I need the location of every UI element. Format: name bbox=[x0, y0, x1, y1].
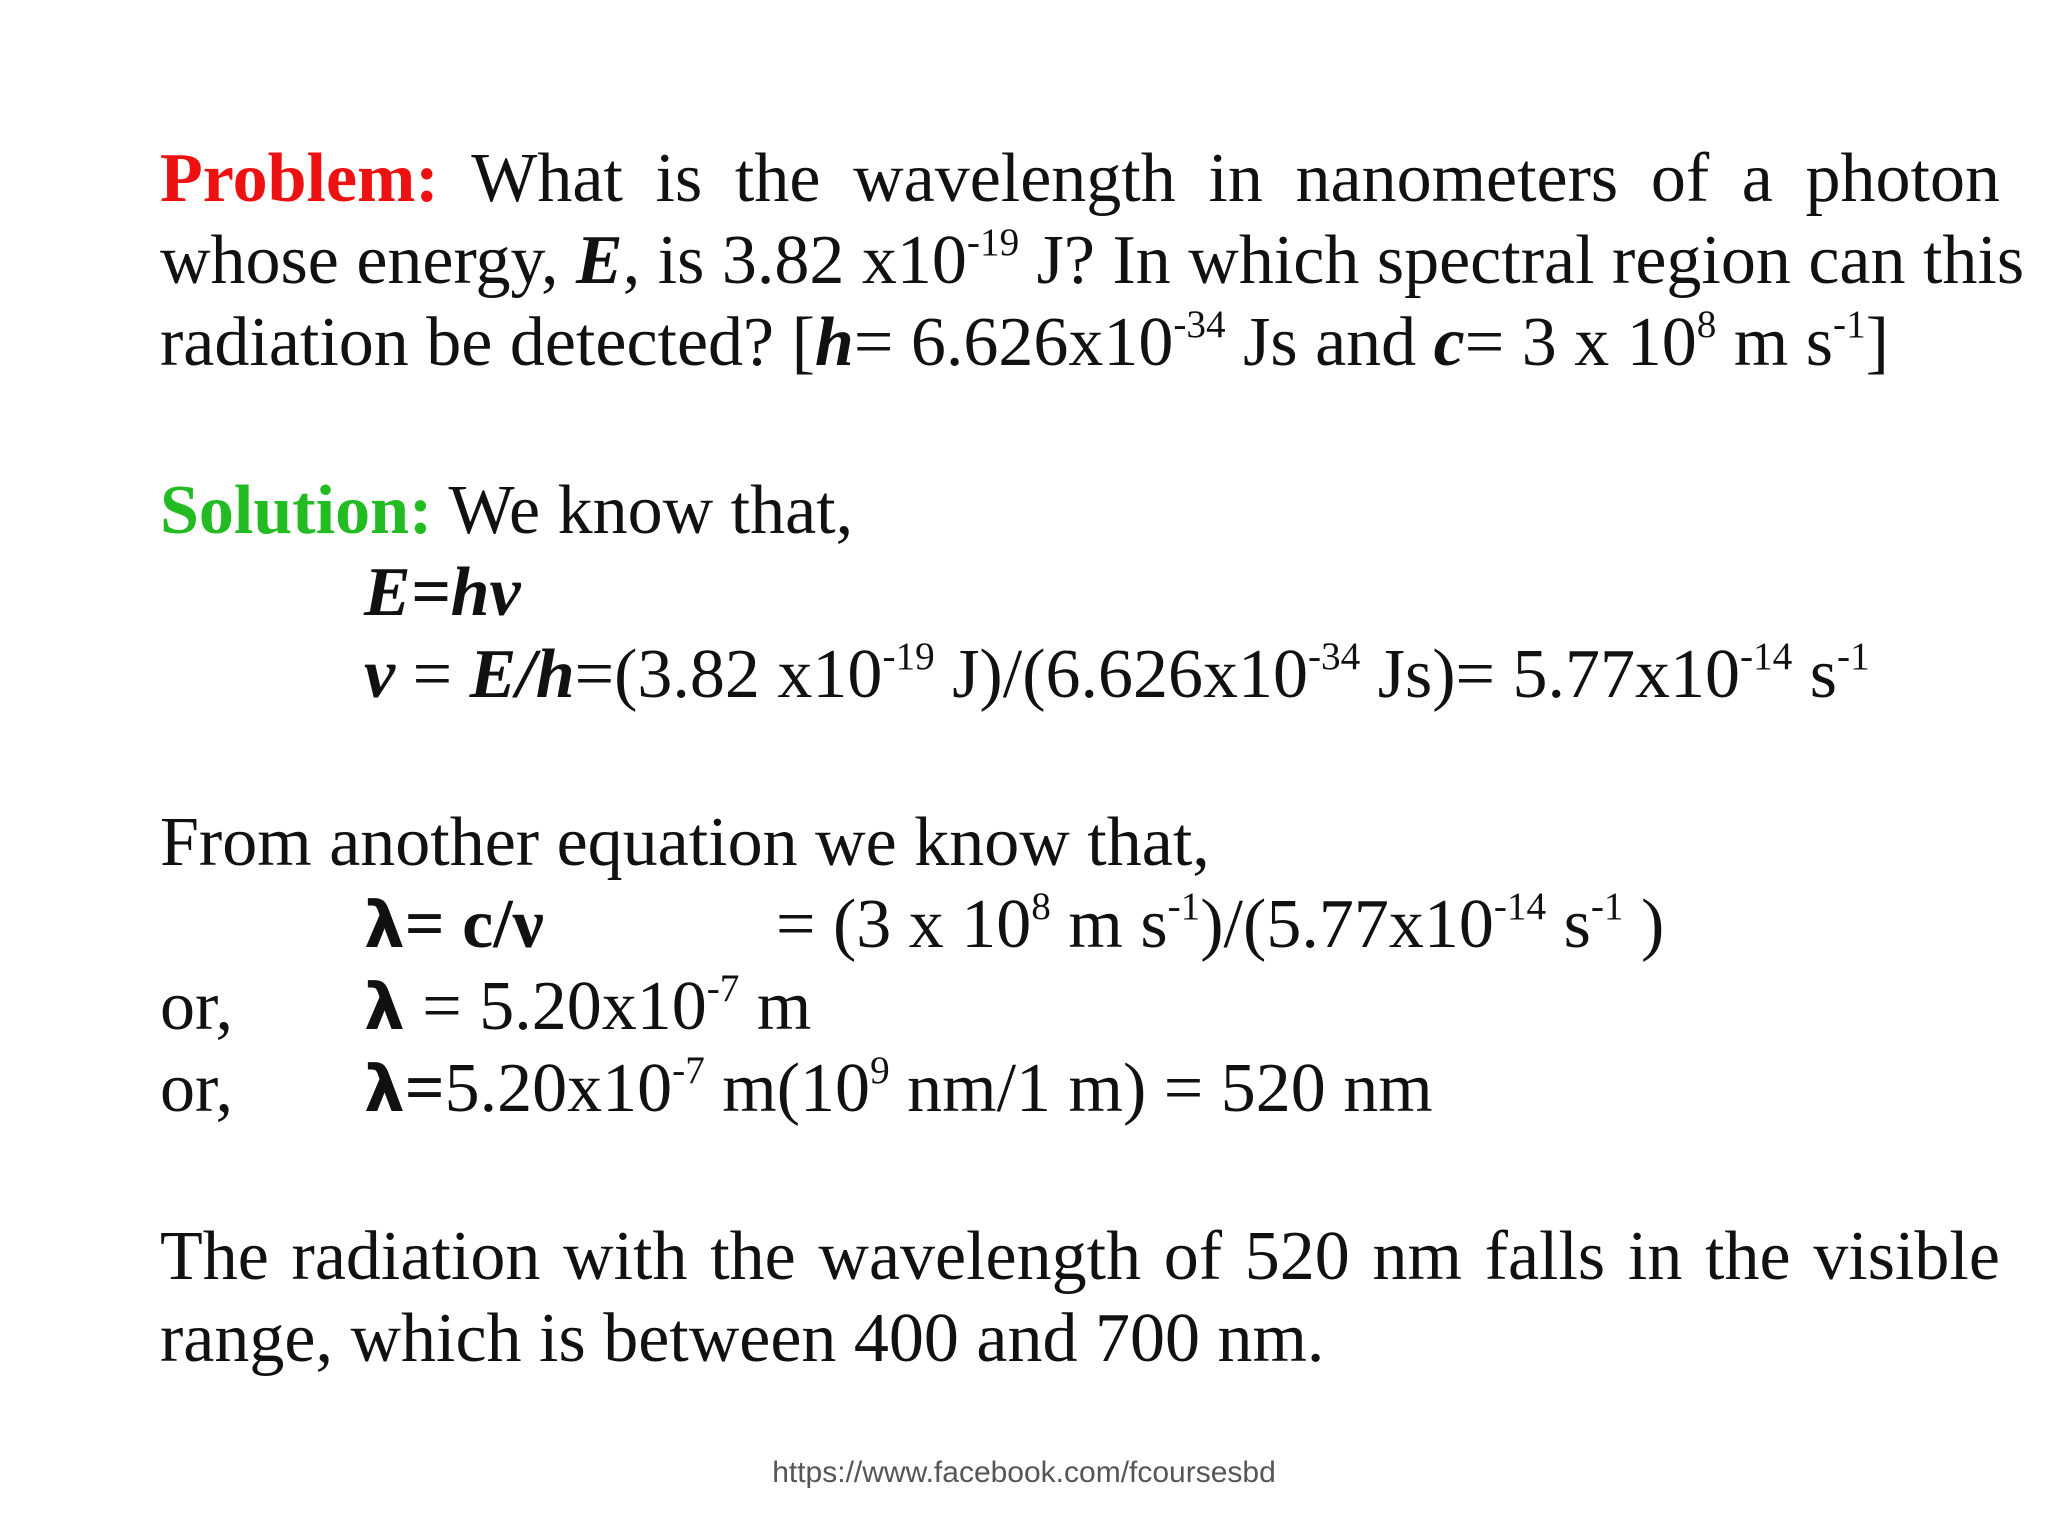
exponent: -7 bbox=[672, 1048, 705, 1092]
equation-lambda-rhs bbox=[776, 884, 1664, 966]
nu-symbol: ν bbox=[364, 636, 396, 713]
or-label-2: or, bbox=[160, 1050, 234, 1127]
text: m s bbox=[1716, 304, 1834, 381]
text: = bbox=[395, 636, 470, 713]
word: the bbox=[710, 1218, 796, 1295]
equation-lambda-meters bbox=[364, 966, 811, 1049]
exponent: -7 bbox=[706, 966, 740, 1010]
word: the bbox=[734, 140, 821, 217]
lambda-symbol: λ bbox=[364, 1052, 405, 1127]
text: J)/(6.626x10 bbox=[934, 636, 1308, 713]
exponent: -19 bbox=[966, 220, 1020, 264]
solution-line bbox=[160, 470, 853, 552]
text: = 6.626x10 bbox=[853, 304, 1174, 381]
problem-label: Problem: bbox=[160, 140, 439, 217]
conclusion-line-1 bbox=[160, 1216, 2000, 1298]
word: radiation bbox=[291, 1218, 541, 1295]
lambda-symbol: λ bbox=[364, 970, 405, 1045]
solution-label: Solution: bbox=[160, 472, 433, 549]
text: nm/1 m) = 520 nm bbox=[889, 1050, 1433, 1127]
word: is bbox=[655, 140, 703, 217]
text: m s bbox=[1050, 886, 1168, 963]
or-label-1: or, bbox=[160, 968, 234, 1045]
word: the bbox=[1705, 1218, 1791, 1295]
word: wavelength bbox=[818, 1218, 1142, 1295]
word: of bbox=[1650, 140, 1710, 217]
exponent: 9 bbox=[870, 1048, 890, 1092]
word: in bbox=[1627, 1218, 1683, 1295]
text: m bbox=[739, 968, 812, 1045]
problem-line-2 bbox=[160, 220, 2024, 302]
lambda-symbol: λ bbox=[364, 888, 405, 963]
text: J? In which spectral region can this bbox=[1019, 222, 2025, 299]
exponent: -34 bbox=[1308, 634, 1361, 678]
word: a bbox=[1741, 140, 1773, 217]
text: m(10 bbox=[704, 1050, 871, 1127]
equation-frequency bbox=[364, 634, 1870, 716]
exponent: -1 bbox=[1837, 634, 1870, 678]
word: with bbox=[563, 1218, 688, 1295]
text: ) bbox=[1623, 886, 1665, 963]
text: 5.20x10 bbox=[444, 1050, 673, 1127]
equation-energy: E=hν bbox=[364, 554, 521, 631]
word: visible bbox=[1813, 1218, 2000, 1295]
text: ] bbox=[1865, 304, 1889, 381]
text: )/(5.77x10 bbox=[1200, 886, 1494, 963]
problem-line-3 bbox=[160, 302, 1889, 384]
exponent: 8 bbox=[1696, 302, 1717, 346]
text: We know that, bbox=[432, 472, 854, 549]
exponent: -34 bbox=[1173, 302, 1226, 346]
equation-lambda-nanometers bbox=[364, 1048, 1433, 1131]
conclusion-line-2: range, which is between 400 and 700 nm. bbox=[160, 1300, 1325, 1377]
text: = bbox=[404, 1050, 445, 1127]
text: s bbox=[1792, 636, 1838, 713]
light-speed-symbol: c bbox=[1433, 304, 1465, 381]
word: falls bbox=[1484, 1218, 1606, 1295]
exponent: 8 bbox=[1031, 884, 1051, 928]
text: = 5.20x10 bbox=[404, 968, 707, 1045]
word: What bbox=[471, 140, 623, 217]
text: , is 3.82 x10 bbox=[622, 222, 967, 299]
text: whose energy, bbox=[160, 222, 577, 299]
word: nanometers bbox=[1295, 140, 1619, 217]
word: photon bbox=[1805, 140, 2000, 217]
text: Js)= 5.77x10 bbox=[1360, 636, 1741, 713]
text: s bbox=[1546, 886, 1591, 963]
second-intro: From another equation we know that, bbox=[160, 804, 1210, 881]
word: of bbox=[1163, 1218, 1223, 1295]
footer-url-link[interactable]: https://www.facebook.com/fcoursesbd bbox=[772, 1456, 1276, 1489]
text: = 3 x 10 bbox=[1464, 304, 1697, 381]
text: = (3 x 10 bbox=[776, 886, 1032, 963]
text: = c/ν bbox=[404, 886, 544, 963]
word: nm bbox=[1372, 1218, 1462, 1295]
text: =(3.82 x10 bbox=[574, 636, 883, 713]
equation-lambda-lhs bbox=[364, 884, 544, 967]
text: Js and bbox=[1225, 304, 1434, 381]
exponent: -14 bbox=[1493, 884, 1547, 928]
word: The bbox=[160, 1218, 269, 1295]
planck-symbol: h bbox=[814, 304, 854, 381]
exponent: -1 bbox=[1590, 884, 1624, 928]
word: wavelength bbox=[853, 140, 1176, 217]
exponent: -1 bbox=[1167, 884, 1201, 928]
word: 520 bbox=[1244, 1218, 1350, 1295]
energy-symbol: E bbox=[576, 222, 623, 299]
text: E/h bbox=[469, 636, 575, 713]
exponent: -19 bbox=[882, 634, 935, 678]
problem-line-1 bbox=[160, 138, 2000, 220]
word: in bbox=[1208, 140, 1263, 217]
exponent: -1 bbox=[1833, 302, 1866, 346]
exponent: -14 bbox=[1740, 634, 1793, 678]
text: radiation be detected? [ bbox=[160, 304, 815, 381]
